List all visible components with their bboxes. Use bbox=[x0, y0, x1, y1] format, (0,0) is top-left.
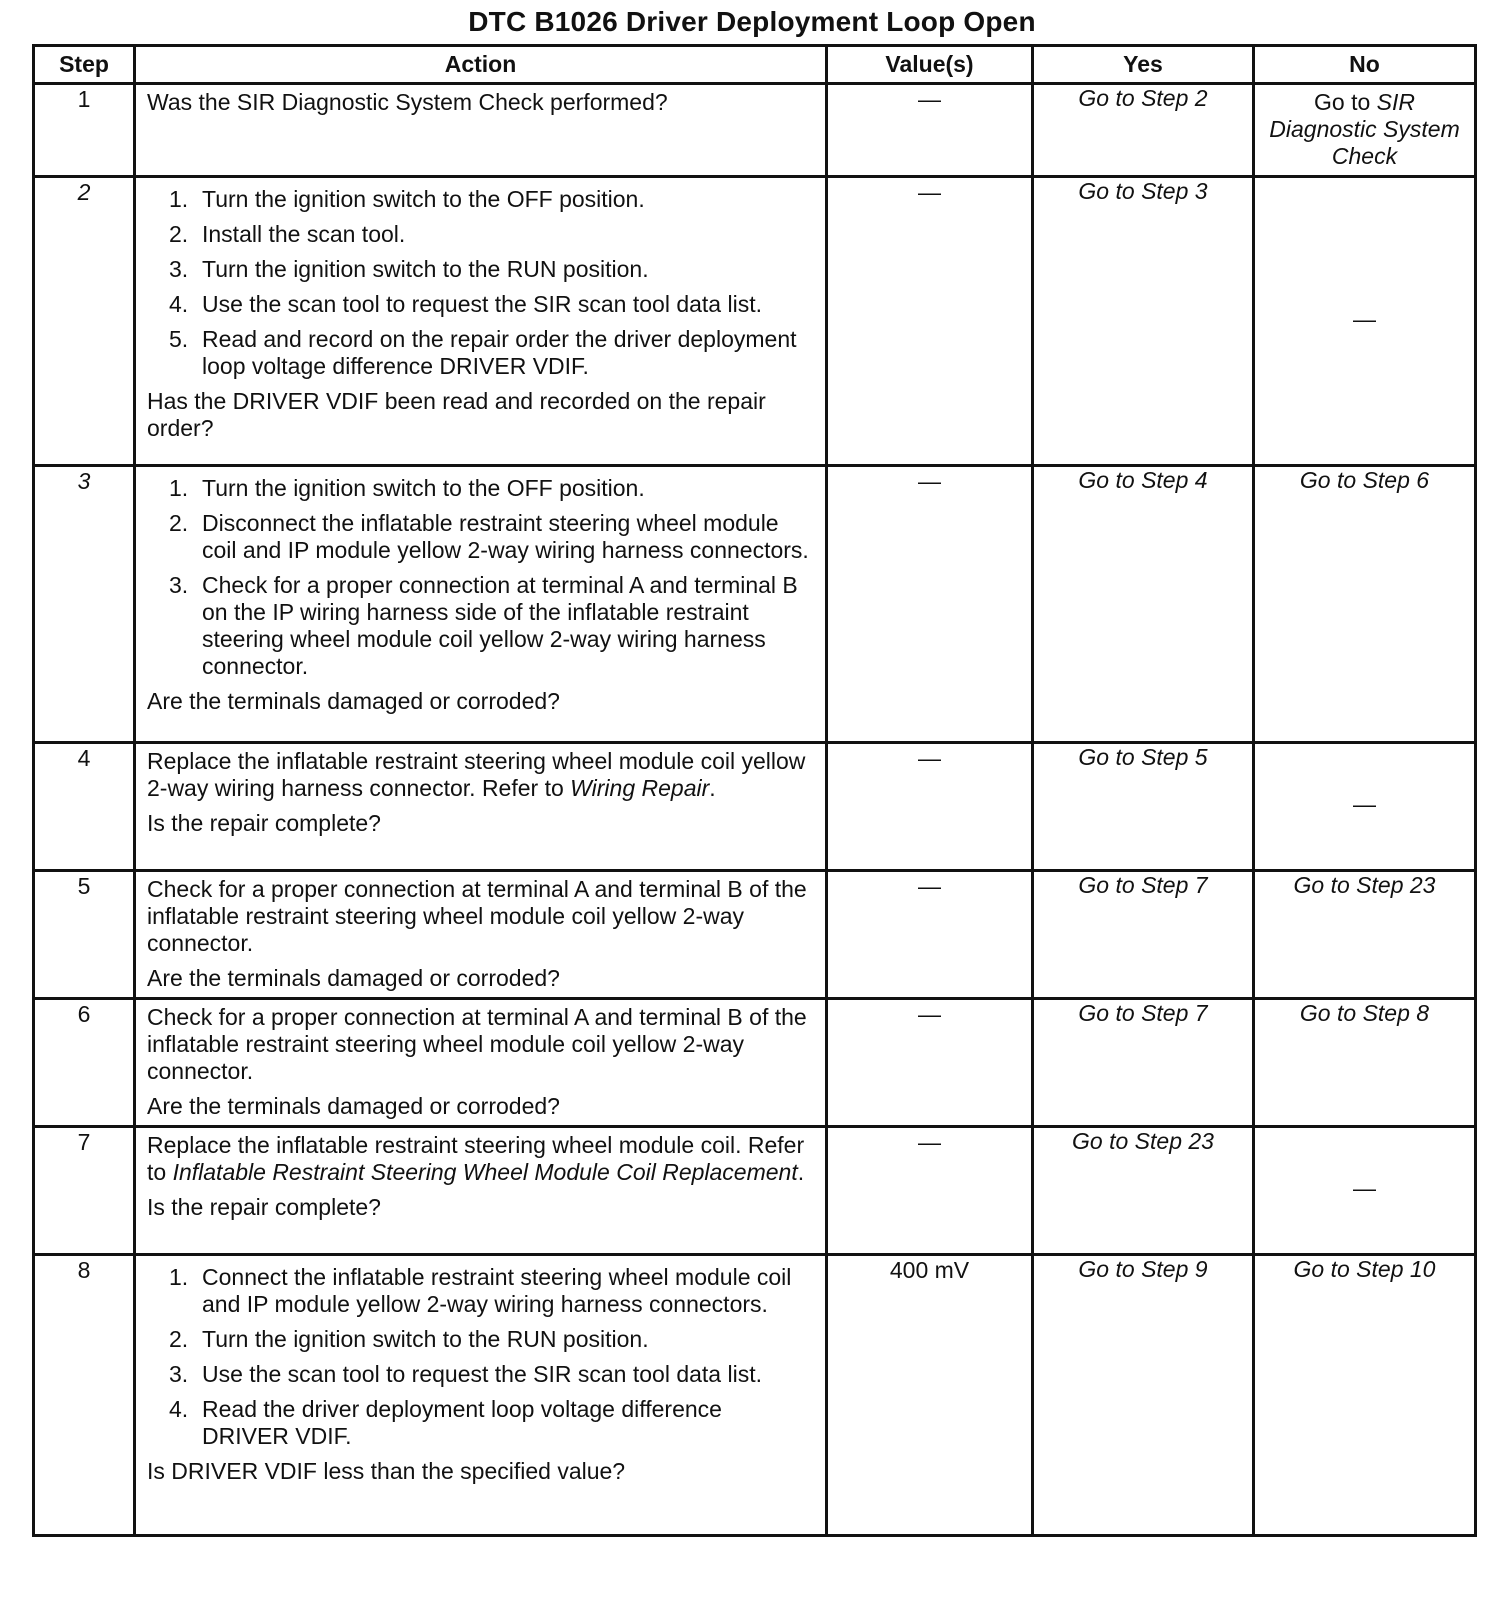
header-no: No bbox=[1254, 46, 1476, 84]
reference-link[interactable]: Wiring Repair bbox=[570, 775, 710, 801]
yes-cell: Go to Step 5 bbox=[1033, 743, 1254, 871]
value-cell: — bbox=[827, 999, 1033, 1127]
table-row bbox=[34, 871, 1476, 999]
reference-link[interactable]: Inflatable Restraint Steering Wheel Module Coil Replacement bbox=[172, 1159, 798, 1185]
action-text: Replace the inflatable restraint steering wheel module coil yellow 2-way wiring harness connector. Refer to Wiring Repair. bbox=[147, 748, 806, 801]
list-item: 2. Turn the ignition switch to the RUN position. bbox=[169, 1326, 649, 1352]
action-cell bbox=[135, 999, 827, 1127]
value-cell: 400 mV bbox=[827, 1255, 1033, 1536]
list-item: 3. Check for a proper connection at terminal A and terminal B on the IP wiring harness side of the inflatable restraint steering wheel module coil yellow 2-way wiring harness connector. bbox=[169, 572, 798, 679]
action-cell bbox=[135, 1255, 827, 1536]
value-cell: — bbox=[827, 1127, 1033, 1255]
header-step: Step bbox=[34, 46, 135, 84]
action-cell bbox=[135, 466, 827, 743]
no-ref: SIR Diagnostic System Check bbox=[1269, 89, 1460, 169]
action-cell bbox=[135, 871, 827, 999]
yes-cell: Go to Step 4 bbox=[1033, 466, 1254, 743]
action-question: Is the repair complete? bbox=[147, 810, 381, 836]
no-cell: Go to Step 8 bbox=[1254, 999, 1476, 1127]
step-number: 1 bbox=[34, 84, 135, 177]
yes-cell: Go to Step 23 bbox=[1033, 1127, 1254, 1255]
action-question: Was the SIR Diagnostic System Check performed? bbox=[147, 89, 668, 115]
action-question: Are the terminals damaged or corroded? bbox=[147, 1093, 560, 1119]
action-steps bbox=[147, 1264, 815, 1450]
table-row bbox=[34, 177, 1476, 466]
yes-cell: Go to Step 9 bbox=[1033, 1255, 1254, 1536]
value-cell: — bbox=[827, 84, 1033, 177]
list-item: 3. Use the scan tool to request the SIR scan tool data list. bbox=[169, 1361, 762, 1387]
yes-cell: Go to Step 7 bbox=[1033, 871, 1254, 999]
value-cell: — bbox=[827, 743, 1033, 871]
no-cell: Go to Step 10 bbox=[1254, 1255, 1476, 1536]
list-item: 5. Read and record on the repair order the driver deployment loop voltage difference DRIVER VDIF. bbox=[169, 326, 797, 379]
list-item: 3. Turn the ignition switch to the RUN position. bbox=[169, 256, 649, 282]
header-yes: Yes bbox=[1033, 46, 1254, 84]
table-row bbox=[34, 1255, 1476, 1536]
list-item: 4. Read the driver deployment loop voltage difference DRIVER VDIF. bbox=[169, 1396, 722, 1449]
no-cell: Go to Step 23 bbox=[1254, 871, 1476, 999]
header-row bbox=[34, 46, 1476, 84]
action-text: Check for a proper connection at terminal A and terminal B of the inflatable restraint steering wheel module coil yellow 2-way connector. bbox=[147, 876, 807, 956]
no-cell: — bbox=[1254, 177, 1476, 466]
yes-cell: Go to Step 3 bbox=[1033, 177, 1254, 466]
step-number: 4 bbox=[34, 743, 135, 871]
no-cell: — bbox=[1254, 743, 1476, 871]
value-cell: — bbox=[827, 466, 1033, 743]
no-cell: — bbox=[1254, 1127, 1476, 1255]
step-number: 3 bbox=[34, 466, 135, 743]
action-cell bbox=[135, 177, 827, 466]
list-item: 2. Install the scan tool. bbox=[169, 221, 406, 247]
action-question: Are the terminals damaged or corroded? bbox=[147, 965, 560, 991]
step-number: 8 bbox=[34, 1255, 135, 1536]
no-cell bbox=[1254, 84, 1476, 177]
value-cell: — bbox=[827, 871, 1033, 999]
action-text: Check for a proper connection at terminal A and terminal B of the inflatable restraint steering wheel module coil yellow 2-way connector. bbox=[147, 1004, 807, 1084]
yes-cell: Go to Step 2 bbox=[1033, 84, 1254, 177]
list-item: 1. Turn the ignition switch to the OFF position. bbox=[169, 475, 645, 501]
step-number: 2 bbox=[34, 177, 135, 466]
table-row bbox=[34, 999, 1476, 1127]
diagnostic-table bbox=[32, 44, 1477, 1537]
action-cell bbox=[135, 1127, 827, 1255]
list-item: 1. Turn the ignition switch to the OFF position. bbox=[169, 186, 645, 212]
no-prefix: Go to bbox=[1314, 89, 1377, 115]
table-row bbox=[34, 466, 1476, 743]
header-action: Action bbox=[135, 46, 827, 84]
list-item: 2. Disconnect the inflatable restraint steering wheel module coil and IP module yellow 2-way wiring harness connectors. bbox=[169, 510, 809, 563]
yes-cell: Go to Step 7 bbox=[1033, 999, 1254, 1127]
action-cell bbox=[135, 84, 827, 177]
list-item: 1. Connect the inflatable restraint steering wheel module coil and IP module yellow 2-way wiring harness connectors. bbox=[169, 1264, 792, 1317]
step-number: 7 bbox=[34, 1127, 135, 1255]
action-question: Are the terminals damaged or corroded? bbox=[147, 688, 560, 714]
action-question: Is the repair complete? bbox=[147, 1194, 381, 1220]
value-cell: — bbox=[827, 177, 1033, 466]
action-steps bbox=[147, 186, 815, 380]
step-number: 6 bbox=[34, 999, 135, 1127]
page-title: DTC B1026 Driver Deployment Loop Open bbox=[468, 6, 1036, 37]
action-question: Has the DRIVER VDIF been read and recorded on the repair order? bbox=[147, 388, 766, 441]
action-cell bbox=[135, 743, 827, 871]
table-row bbox=[34, 743, 1476, 871]
action-steps bbox=[147, 475, 815, 680]
list-item: 4. Use the scan tool to request the SIR scan tool data list. bbox=[169, 291, 762, 317]
no-cell: Go to Step 6 bbox=[1254, 466, 1476, 743]
table-row bbox=[34, 84, 1476, 177]
action-text: Replace the inflatable restraint steering wheel module coil. Refer to Inflatable Restraint Steering Wheel Module Coil Replacement. bbox=[147, 1132, 805, 1185]
step-number: 5 bbox=[34, 871, 135, 999]
action-question: Is DRIVER VDIF less than the specified value? bbox=[147, 1458, 626, 1484]
table-row bbox=[34, 1127, 1476, 1255]
header-values: Value(s) bbox=[827, 46, 1033, 84]
